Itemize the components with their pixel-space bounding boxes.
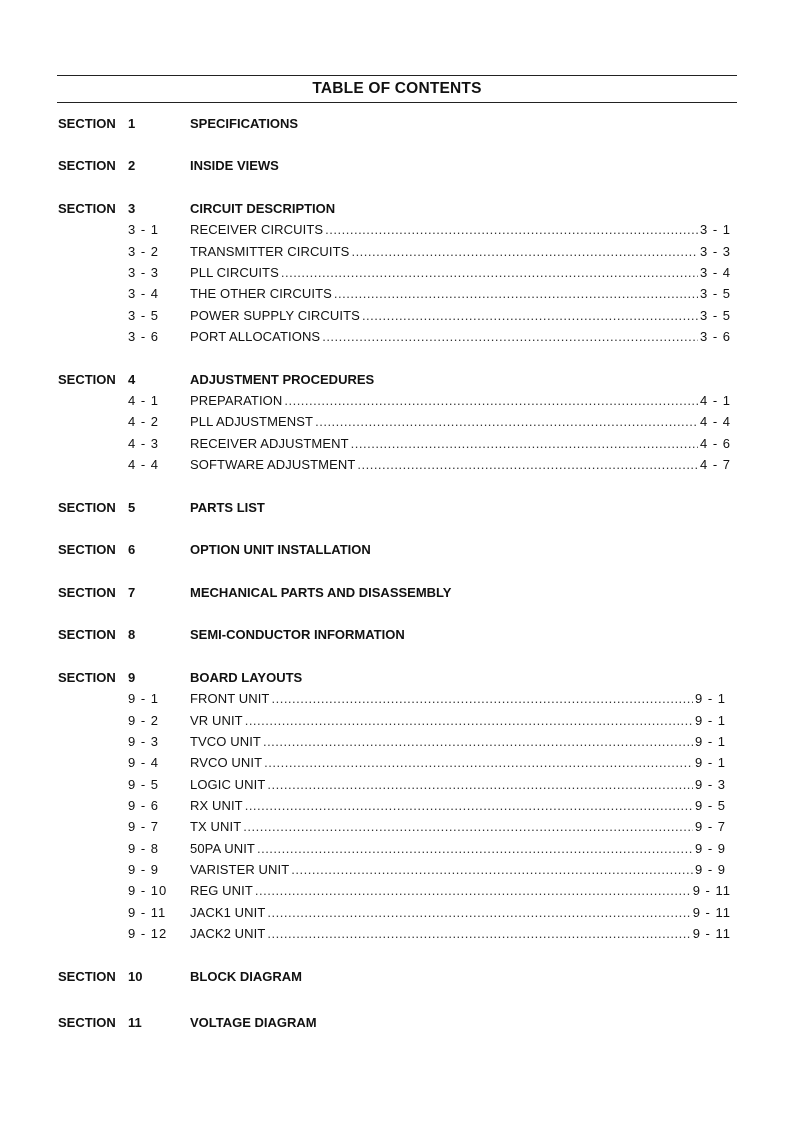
subsection-number: 9 - 4 (128, 755, 160, 770)
dot-leader (362, 307, 698, 325)
toc-subsection[interactable] (0, 840, 793, 858)
dot-leader (325, 221, 698, 239)
subsection-title: RVCO UNIT (190, 755, 263, 770)
dot-leader (267, 925, 690, 943)
section-number: 3 (128, 201, 136, 216)
subsection-number: 3 - 2 (128, 244, 160, 259)
dot-leader (257, 840, 693, 858)
dot-leader (291, 861, 693, 879)
toc-section-11[interactable] (0, 1014, 793, 1032)
page-number: 3 - 1 (699, 222, 731, 237)
subsection-number: 9 - 8 (128, 841, 160, 856)
subsection-title: TX UNIT (190, 819, 242, 834)
toc-subsection[interactable] (0, 435, 793, 453)
page-number: 9 - 9 (694, 862, 726, 877)
section-title: ADJUSTMENT PROCEDURES (190, 372, 375, 387)
subsection-number: 3 - 5 (128, 308, 160, 323)
section-label: SECTION (58, 627, 116, 642)
section-title: OPTION UNIT INSTALLATION (190, 542, 371, 557)
subsection-title: JACK1 UNIT (190, 905, 266, 920)
section-label: SECTION (58, 542, 116, 557)
section-title: SEMI-CONDUCTOR INFORMATION (190, 627, 405, 642)
subsection-number: 9 - 1 (128, 691, 160, 706)
section-label: SECTION (58, 372, 116, 387)
page-number: 3 - 5 (699, 286, 731, 301)
toc-subsection[interactable] (0, 690, 793, 708)
page-number: 4 - 7 (699, 457, 731, 472)
page-number: 4 - 1 (699, 393, 731, 408)
section-label: SECTION (58, 201, 116, 216)
toc-section-1[interactable] (0, 115, 793, 133)
dot-leader (315, 413, 698, 431)
toc-section-7[interactable] (0, 584, 793, 602)
section-label: SECTION (58, 500, 116, 515)
toc-subsection[interactable] (0, 797, 793, 815)
subsection-title: REG UNIT (190, 883, 253, 898)
dot-leader (267, 776, 693, 794)
section-number: 7 (128, 585, 136, 600)
subsection-title: LOGIC UNIT (190, 777, 266, 792)
section-number: 5 (128, 500, 136, 515)
subsection-number: 4 - 3 (128, 436, 160, 451)
page-number: 9 - 5 (694, 798, 726, 813)
page-number: 9 - 1 (694, 713, 726, 728)
dot-leader (264, 754, 693, 772)
toc-subsection[interactable] (0, 754, 793, 772)
section-number: 1 (128, 116, 136, 131)
page-number: 9 - 1 (694, 691, 726, 706)
subsection-title: SOFTWARE ADJUSTMENT (190, 457, 356, 472)
subsection-number: 3 - 1 (128, 222, 160, 237)
subsection-title: RECEIVER ADJUSTMENT (190, 436, 349, 451)
page-number: 3 - 5 (699, 308, 731, 323)
toc-section-10[interactable] (0, 968, 793, 986)
section-number: 2 (128, 158, 136, 173)
page-number: 4 - 4 (699, 414, 731, 429)
section-title: SPECIFICATIONS (190, 116, 299, 131)
subsection-title: RECEIVER CIRCUITS (190, 222, 324, 237)
toc-subsection[interactable] (0, 861, 793, 879)
subsection-number: 3 - 6 (128, 329, 160, 344)
toc-subsection[interactable] (0, 285, 793, 303)
page-number: 9 - 1 (694, 755, 726, 770)
toc-subsection[interactable] (0, 413, 793, 431)
toc-subsection[interactable] (0, 243, 793, 261)
page-number: 4 - 6 (699, 436, 731, 451)
toc-subsection[interactable] (0, 882, 793, 900)
dot-leader (245, 712, 693, 730)
page-number: 9 - 11 (692, 883, 731, 898)
toc-subsection[interactable] (0, 456, 793, 474)
toc-subsection[interactable] (0, 264, 793, 282)
toc-subsection[interactable] (0, 776, 793, 794)
page-number: 9 - 9 (694, 841, 726, 856)
dot-leader (245, 797, 693, 815)
subsection-number: 9 - 6 (128, 798, 160, 813)
toc-subsection[interactable] (0, 904, 793, 922)
section-title: MECHANICAL PARTS AND DISASSEMBLY (190, 585, 452, 600)
subsection-title: VARISTER UNIT (190, 862, 290, 877)
section-title: BOARD LAYOUTS (190, 670, 303, 685)
section-label: SECTION (58, 670, 116, 685)
dot-leader (284, 392, 698, 410)
section-number: 10 (128, 969, 143, 984)
dot-leader (351, 435, 698, 453)
subsection-number: 3 - 4 (128, 286, 160, 301)
section-title: CIRCUIT DESCRIPTION (190, 201, 336, 216)
toc-subsection[interactable] (0, 925, 793, 943)
dot-leader (243, 818, 693, 836)
section-title: BLOCK DIAGRAM (190, 969, 302, 984)
subsection-title: FRONT UNIT (190, 691, 270, 706)
subsection-number: 9 - 12 (128, 926, 168, 941)
page-number: 3 - 3 (699, 244, 731, 259)
subsection-title: PLL ADJUSTMENST (190, 414, 314, 429)
section-number: 9 (128, 670, 136, 685)
subsection-number: 9 - 5 (128, 777, 160, 792)
subsection-number: 9 - 9 (128, 862, 160, 877)
subsection-title: PORT ALLOCATIONS (190, 329, 321, 344)
page-number: 3 - 6 (699, 329, 731, 344)
section-label: SECTION (58, 1015, 116, 1030)
subsection-title: JACK2 UNIT (190, 926, 266, 941)
section-label: SECTION (58, 158, 116, 173)
subsection-title: 50PA UNIT (190, 841, 255, 856)
subsection-number: 4 - 4 (128, 457, 160, 472)
page-number: 9 - 7 (694, 819, 726, 834)
page-number: 3 - 4 (699, 265, 731, 280)
toc-section-5[interactable] (0, 499, 793, 517)
section-label: SECTION (58, 969, 116, 984)
toc-section-4[interactable] (0, 371, 793, 389)
dot-leader (351, 243, 698, 261)
page-number: 9 - 1 (694, 734, 726, 749)
toc-section-9[interactable] (0, 669, 793, 687)
dot-leader (267, 904, 690, 922)
dot-leader (281, 264, 698, 282)
subsection-number: 9 - 2 (128, 713, 160, 728)
top-rule (57, 75, 737, 76)
subsection-title: TVCO UNIT (190, 734, 261, 749)
subsection-number: 9 - 3 (128, 734, 160, 749)
toc-subsection[interactable] (0, 392, 793, 410)
dot-leader (263, 733, 693, 751)
subsection-number: 9 - 11 (128, 905, 167, 920)
section-number: 11 (128, 1015, 142, 1030)
toc-section-2[interactable] (0, 157, 793, 175)
section-number: 6 (128, 542, 136, 557)
section-title: VOLTAGE DIAGRAM (190, 1015, 317, 1030)
subsection-title: POWER SUPPLY CIRCUITS (190, 308, 360, 323)
subsection-number: 4 - 2 (128, 414, 160, 429)
section-number: 8 (128, 627, 136, 642)
subsection-number: 9 - 10 (128, 883, 168, 898)
toc-subsection[interactable] (0, 818, 793, 836)
section-title: INSIDE VIEWS (190, 158, 279, 173)
page-number: 9 - 11 (692, 905, 731, 920)
toc-subsection[interactable] (0, 733, 793, 751)
toc-subsection[interactable] (0, 221, 793, 239)
subsection-number: 9 - 7 (128, 819, 160, 834)
subsection-title: PREPARATION (190, 393, 283, 408)
toc-subsection[interactable] (0, 712, 793, 730)
toc-section-6[interactable] (0, 541, 793, 559)
toc-subsection[interactable] (0, 328, 793, 346)
title-underline (57, 102, 737, 103)
toc-subsection[interactable] (0, 307, 793, 325)
subsection-title: VR UNIT (190, 713, 243, 728)
dot-leader (334, 285, 698, 303)
dot-leader (357, 456, 698, 474)
section-title: PARTS LIST (190, 500, 265, 515)
subsection-title: THE OTHER CIRCUITS (190, 286, 332, 301)
page-number: 9 - 11 (692, 926, 731, 941)
page-number: 9 - 3 (694, 777, 726, 792)
subsection-number: 4 - 1 (128, 393, 160, 408)
dot-leader (255, 882, 691, 900)
section-number: 4 (128, 372, 136, 387)
subsection-number: 3 - 3 (128, 265, 160, 280)
toc-section-8[interactable] (0, 626, 793, 644)
dot-leader (322, 328, 698, 346)
section-label: SECTION (58, 116, 116, 131)
section-label: SECTION (58, 585, 116, 600)
toc-section-3[interactable] (0, 200, 793, 218)
subsection-title: TRANSMITTER CIRCUITS (190, 244, 350, 259)
subsection-title: PLL CIRCUITS (190, 265, 279, 280)
dot-leader (271, 690, 693, 708)
subsection-title: RX UNIT (190, 798, 243, 813)
page-title: TABLE OF CONTENTS (312, 80, 482, 97)
